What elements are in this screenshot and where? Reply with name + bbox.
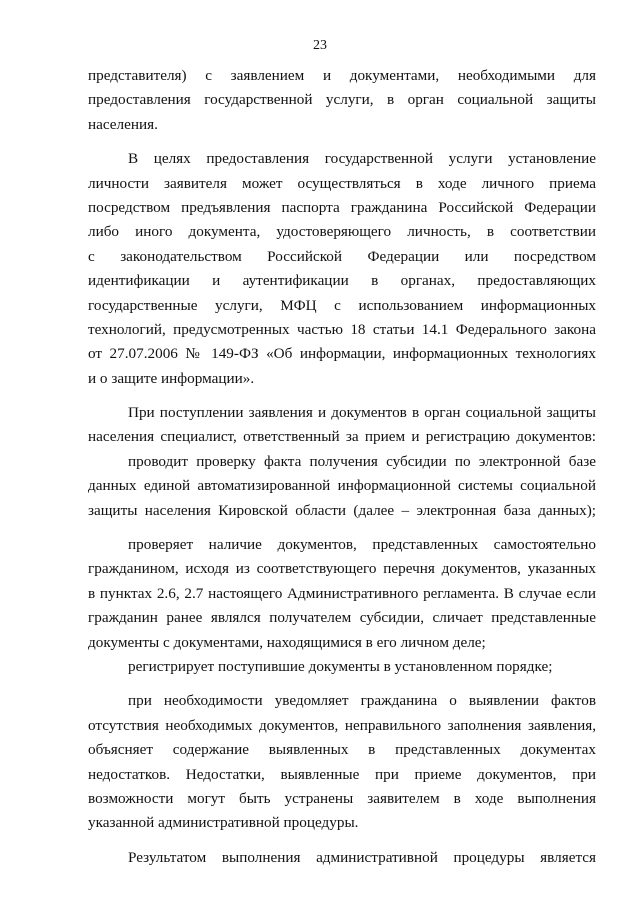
text-line: указанной административной процедуры.: [88, 814, 359, 832]
text-line: предоставления государственной услуги, в орган социальной защиты: [88, 91, 596, 109]
text-line: В целях предоставления государственной услуги установление: [128, 150, 596, 168]
text-line: посредством предъявления паспорта гражданина Российской Федерации: [88, 198, 596, 216]
text-line: отсутствия необходимых документов, неправильного заполнения заявления,: [88, 716, 596, 734]
text-line: идентификации и аутентификации в органах, предоставляющих: [88, 272, 596, 290]
text-line: и о защите информации».: [88, 369, 255, 387]
page-number: 23: [313, 38, 327, 53]
text-line: гражданин ранее являлся получателем субсидии, сличает представленные: [88, 609, 596, 627]
text-line: с законодательством Российской Федерации или посредством: [88, 247, 596, 265]
text-line: технологий, предусмотренных частью 18 статьи 14.1 Федерального закона: [88, 320, 596, 338]
text-line: документы с документами, находящимися в его личном деле;: [88, 633, 486, 651]
text-line: личности заявителя может осуществляться в ходе личного приема: [88, 174, 596, 192]
text-line: государственные услуги, МФЦ с использованием информационных: [88, 296, 596, 314]
text-line: представителя) с заявлением и документами, необходимыми для: [88, 67, 596, 84]
text-line: в пунктах 2.6, 2.7 настоящего Административного регламента. В случае если: [88, 584, 596, 602]
text-line: гражданином, исходя из соответствующего перечня документов, указанных: [88, 560, 596, 578]
text-line: Результатом выполнения административной процедуры является: [128, 848, 596, 866]
text-line: либо иного документа, удостоверяющего личность, в соответствии: [88, 223, 596, 241]
text-line: возможности могут быть устранены заявителем в ходе выполнения: [88, 789, 596, 807]
text-line: населения.: [88, 115, 158, 133]
text-line: объясняет содержание выявленных в представленных документах: [88, 741, 596, 759]
text-line: данных единой автоматизированной информационной системы социальной: [88, 477, 596, 495]
body-text: [88, 64, 596, 870]
text-line: населения специалист, ответственный за прием и регистрацию документов:: [88, 428, 596, 446]
text-line: при необходимости уведомляет гражданина о выявлении фактов: [128, 692, 596, 710]
text-line: регистрирует поступившие документы в установленном порядке;: [128, 657, 553, 675]
text-line: проверяет наличие документов, представленных самостоятельно: [128, 536, 596, 554]
text-line: защиты населения Кировской области (далее – электронная база данных);: [88, 501, 596, 519]
text-line: проводит проверку факта получения субсидии по электронной базе: [128, 452, 596, 470]
text-line: недостатков. Недостатки, выявленные при приеме документов, при: [88, 765, 596, 783]
text-line: При поступлении заявления и документов в орган социальной защиты: [128, 404, 596, 422]
text-line: от 27.07.2006 № 149-ФЗ «Об информации, информационных технологиях: [88, 345, 596, 363]
